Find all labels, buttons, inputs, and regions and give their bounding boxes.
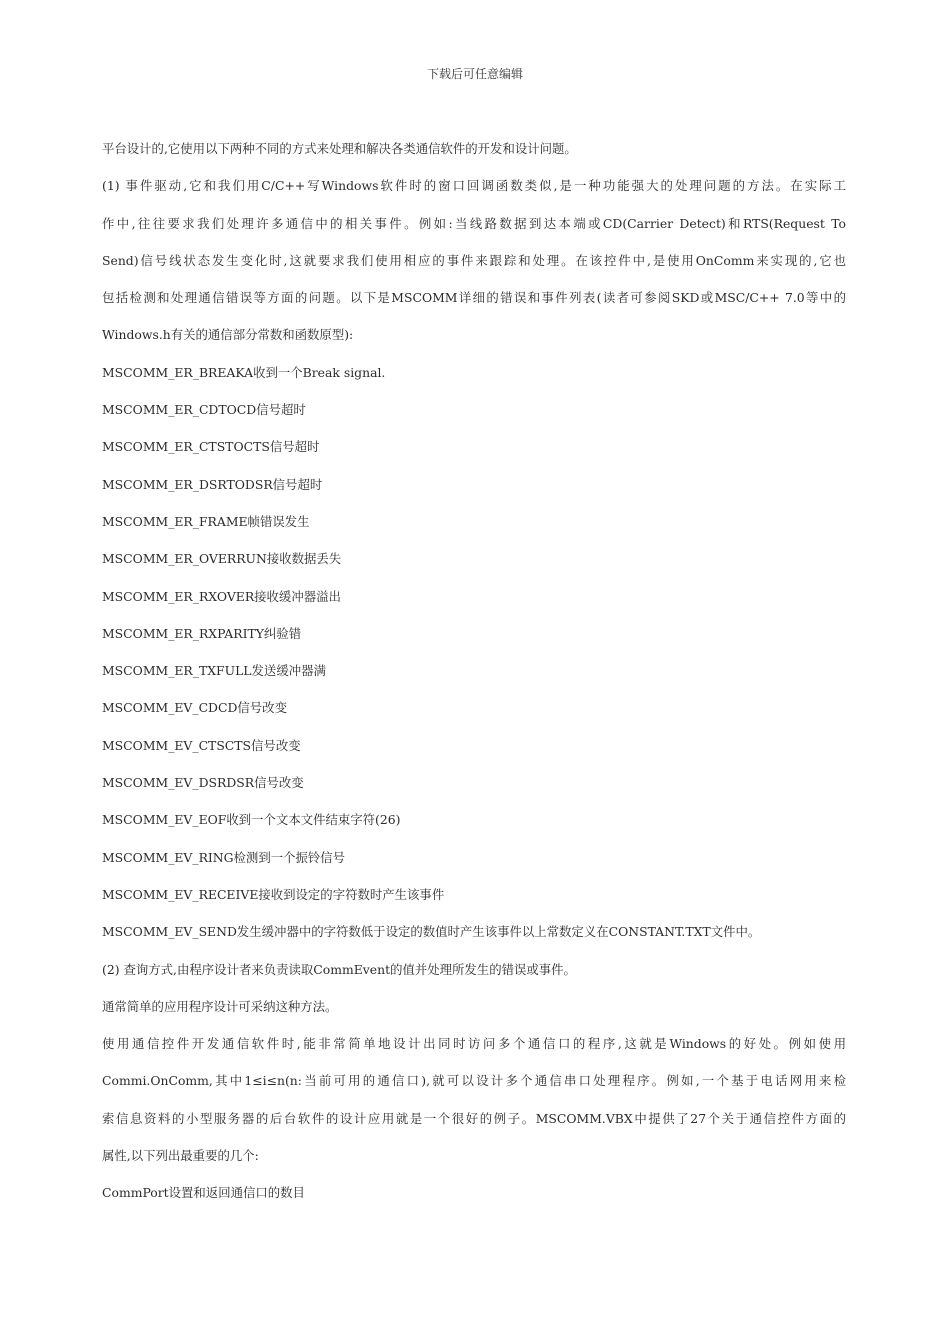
text-line: MSCOMM_ER_TXFULL发送缓冲器满 [102, 663, 326, 679]
text-line: MSCOMM_ER_OVERRUN接收数据丢失 [102, 551, 342, 567]
text-line: Send)信号线状态发生变化时,这就要求我们使用相应的事件来跟踪和处理。在该控件中,是使用OnComm来实现的,它也 [102, 252, 846, 268]
document-body [102, 130, 846, 1212]
text-line: MSCOMM_ER_BREAKA收到一个Break signal. [102, 364, 386, 380]
text-line: MSCOMM_EV_RECEIVE接收到设定的字符数时产生该事件 [102, 886, 445, 902]
text-line: 属性,以下列出最重要的几个: [102, 1148, 259, 1164]
text-line: MSCOMM_ER_RXPARITY纠验错 [102, 625, 302, 641]
text-line: 使用通信控件开发通信软件时,能非常简单地设计出同时访问多个通信口的程序,这就是Windows的好处。例如使用 [102, 1036, 846, 1052]
text-line: CommPort设置和返回通信口的数目 [102, 1185, 305, 1201]
text-line: (2) 查询方式,由程序设计者来负责读取CommEvent的值并处理所发生的错误或事件。 [102, 961, 576, 977]
text-line: MSCOMM_ER_RXOVER接收缓冲器溢出 [102, 588, 341, 604]
text-line: MSCOMM_EV_CTSCTS信号改变 [102, 737, 301, 753]
text-line: (1) 事件驱动,它和我们用C/C++写Windows软件时的窗口回调函数类似,是一种功能强大的处理问题的方法。在实际工 [102, 178, 846, 194]
text-line: 包括检测和处理通信错误等方面的问题。以下是MSCOMM详细的错误和事件列表(读者可参阅SKD或MSC/C++ 7.0等中的 [102, 290, 846, 306]
text-line: MSCOMM_ER_DSRTODSR信号超时 [102, 476, 323, 492]
text-line: Commi.OnComm,其中1≤i≤n(n:当前可用的通信口),就可以设计多个通信串口处理程序。例如,一个基于电话网用来检 [102, 1073, 846, 1089]
text-line: MSCOMM_EV_DSRDSR信号改变 [102, 775, 304, 791]
text-line: MSCOMM_EV_SEND发生缓冲器中的字符数低于设定的数值时产生该事件以上常数定义在CONSTANT.TXT文件中。 [102, 924, 761, 940]
text-line: MSCOMM_EV_RING检测到一个振铃信号 [102, 849, 346, 865]
text-line: MSCOMM_EV_CDCD信号改变 [102, 700, 287, 716]
text-line: MSCOMM_ER_CTSTOCTS信号超时 [102, 439, 320, 455]
text-line: 作中,往往要求我们处理许多通信中的相关事件。例如:当线路数据到达本端或CD(Carrier Detect)和RTS(Request To [102, 215, 846, 231]
text-line: 平台设计的,它使用以下两种不同的方式来处理和解决各类通信软件的开发和设计问题。 [102, 141, 577, 156]
text-line: MSCOMM_ER_CDTOCD信号超时 [102, 402, 306, 418]
text-line: 通常简单的应用程序设计可采纳这种方法。 [102, 998, 338, 1014]
page-header: 下载后可任意编辑 [426, 67, 523, 81]
text-line: Windows.h有关的通信部分常数和函数原型): [102, 327, 354, 343]
text-line: 索信息资料的小型服务器的后台软件的设计应用就是一个很好的例子。MSCOMM.VBX中提供了27个关于通信控件方面的 [102, 1110, 846, 1126]
text-line: MSCOMM_ER_FRAME帧错误发生 [102, 513, 310, 529]
text-line: MSCOMM_EV_EOF收到一个文本文件结束字符(26) [102, 812, 401, 828]
